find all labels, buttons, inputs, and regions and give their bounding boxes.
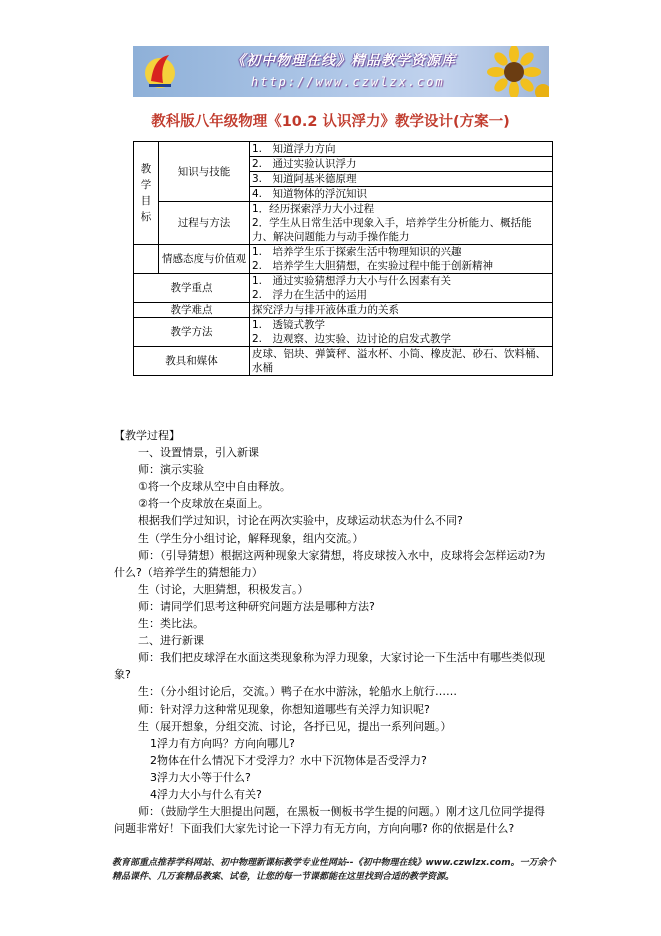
question-item: 4浮力大小与什么有关? [150, 787, 262, 801]
knowledge-item: 2. 通过实验认识浮力 [250, 157, 553, 172]
difficulty-item: 探究浮力与排开液体重力的关系 [250, 303, 553, 318]
knowledge-item: 3. 知道阿基米德原理 [250, 172, 553, 187]
media-item: 皮球、铝块、弹簧秤、溢水杯、小筒、橡皮泥、砂石、饮料桶、水桶 [250, 347, 553, 376]
section-heading: 一、设置情景，引入新课 [138, 446, 259, 460]
paragraph: ①将一个皮球从空中自由释放。 [138, 480, 291, 494]
emotion-label: 情感态度与价值观 [159, 245, 250, 274]
paragraph: 师：我们把皮球浮在水面这类现象称为浮力现象，大家讨论一下生活中有哪些类似现象? [114, 651, 545, 682]
paragraph: 师：演示实验 [138, 463, 204, 477]
teaching-process [114, 427, 554, 837]
process-heading: 【教学过程】 [114, 429, 180, 442]
paragraph: 师：（鼓励学生大胆提出问题，在黑板一侧板书学生提的问题。）刚才这几位同学提得问题非常好！下面我们大家先讨论一下浮力有无方向，方向向哪? 你的依据是什么? [114, 805, 545, 836]
document-title: 教科版八年级物理《10.2 认识浮力》教学设计(方案一) [151, 114, 510, 130]
process-label: 过程与方法 [159, 202, 250, 245]
key-point-item: 1. 通过实验猜想浮力大小与什么因素有关 [252, 275, 452, 287]
knowledge-item: 4. 知道物体的浮沉知识 [250, 187, 553, 202]
methods-label: 教学方法 [134, 318, 250, 347]
methods-items [250, 318, 553, 347]
paragraph: 生：类比法。 [138, 617, 204, 631]
process-item: 1．经历探索浮力大小过程 [252, 203, 375, 215]
method-item: 2. 边观察、边实验、边讨论的启发式教学 [252, 333, 452, 345]
emotion-items [250, 245, 553, 274]
media-label: 教具和媒体 [134, 347, 250, 376]
question-item: 3浮力大小等于什么? [150, 770, 251, 784]
banner-title: 《初中物理在线》精品教学资源库 [231, 53, 456, 69]
paragraph: 师：针对浮力这种常见现象，你想知道哪些有关浮力知识呢? [138, 702, 430, 716]
difficulties-label: 教学难点 [134, 303, 250, 318]
paragraph: 根据我们学过知识，讨论在两次实验中，皮球运动状态为什么不同? [138, 514, 463, 528]
lesson-plan-table [133, 141, 553, 376]
question-item: 2物体在什么情况下才受浮力？水中下沉物体是否受浮力? [150, 753, 427, 767]
paragraph: 生：（分小组讨论后，交流。）鸭子在水中游泳，轮船水上航行…… [138, 685, 457, 699]
emotion-item: 2. 培养学生大胆猜想，在实验过程中能于创新精神 [252, 260, 494, 272]
key-points-items [250, 274, 553, 303]
method-item: 1. 透镜式教学 [252, 319, 326, 331]
question-item: 1浮力有方向吗？方向向哪儿? [150, 736, 295, 750]
paragraph: 师：（引导猜想）根据这两种现象大家猜想，将皮球按入水中，皮球将会怎样运动?为什么?（培养学生的猜想能力） [114, 548, 546, 579]
key-point-item: 2. 浮力在生活中的运用 [252, 289, 368, 301]
process-item: 2．学生从日常生活中现象入手，培养学生分析能力、概括能力、解决问题能力与动手操作能力 [252, 217, 532, 243]
site-logo-icon [143, 51, 177, 91]
sunflower-icon [479, 46, 549, 97]
paragraph: 生（学生分小组讨论，解释现象，组内交流。） [138, 531, 364, 545]
paragraph: ②将一个皮球放在桌面上。 [138, 497, 269, 511]
section-heading: 二、进行新课 [138, 634, 204, 648]
header-banner [133, 46, 549, 97]
footer-note: 教育部重点推荐学科网站、初中物理新课标教学专业性网站--《初中物理在线》www.czwlzx.com。一万余个精品课件、几万套精品教案、试卷，让您的每一节课都能在这里找到合适的教学资源。 [112, 858, 556, 882]
paragraph: 生（讨论，大胆猜想，积极发言。） [138, 582, 309, 596]
paragraph: 生（展开想象，分组交流、讨论，各抒已见，提出一系列问题。） [138, 719, 452, 733]
objectives-label-continued [134, 245, 159, 274]
knowledge-item: 1. 知道浮力方向 [250, 142, 553, 157]
emotion-item: 1. 培养学生乐于探索生活中物理知识的兴趣 [252, 246, 462, 258]
process-items [250, 202, 553, 245]
paragraph: 师：请同学们思考这种研究问题方法是哪种方法? [138, 599, 375, 613]
knowledge-label: 知识与技能 [159, 142, 250, 202]
banner-url[interactable]: http://www.czwlzx.com [251, 75, 445, 89]
key-points-label: 教学重点 [134, 274, 250, 303]
objectives-label: 教 学 目 标 [134, 142, 159, 245]
